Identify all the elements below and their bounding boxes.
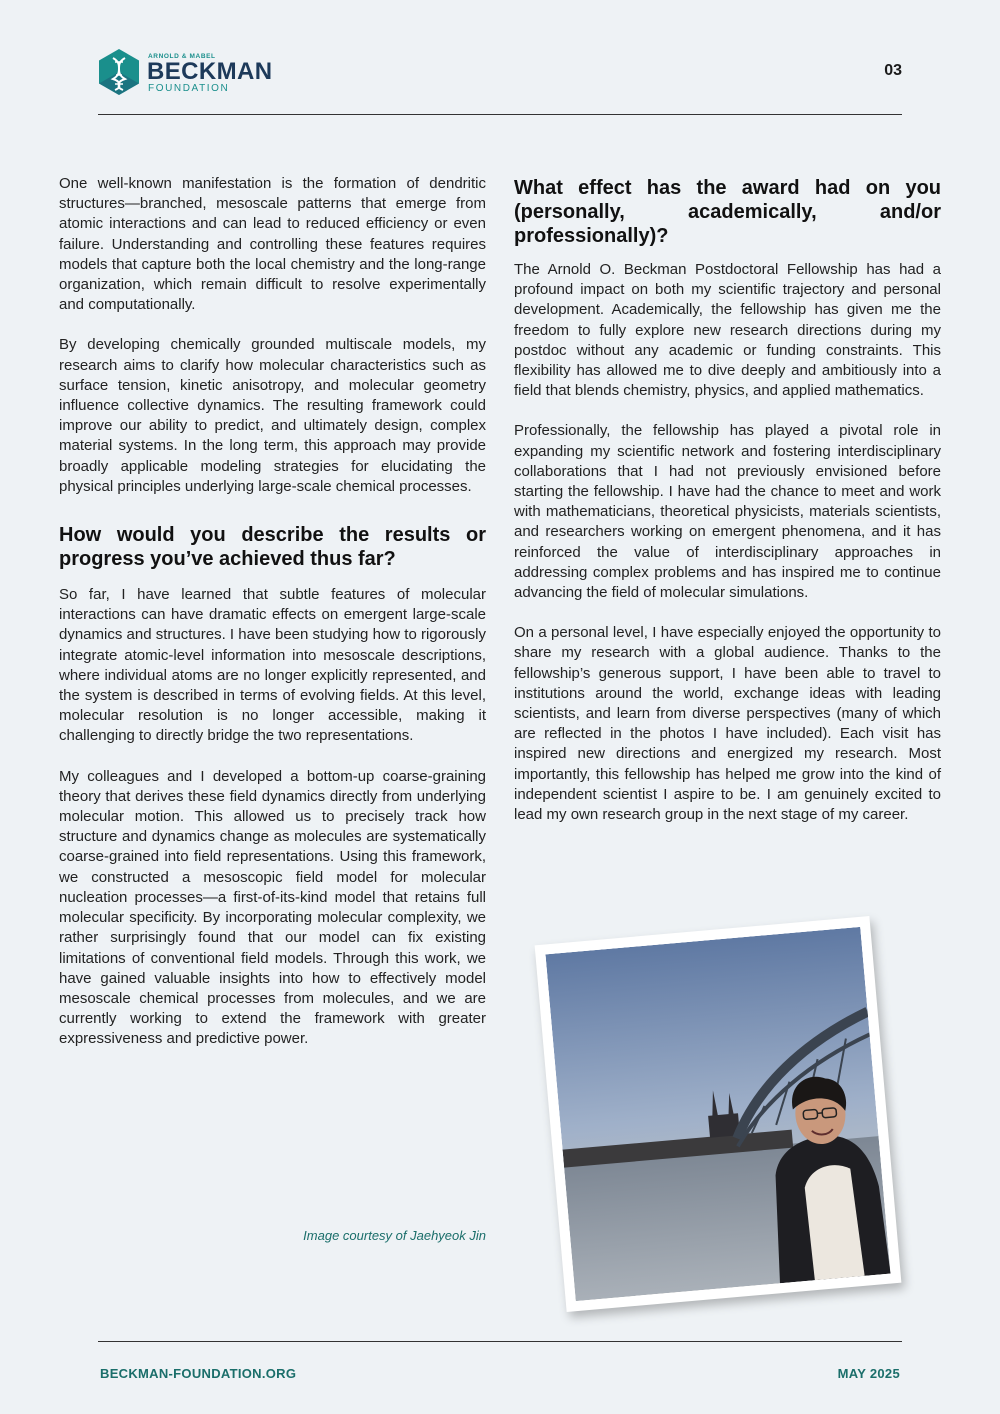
left-paragraph-1: One well-known manifestation is the formation of dendritic structures—branched, mesoscale patterns that emerge from atomic interactions and can lead to reduced efficiency or even failure. Understanding and controlling these features requires models that capture both the local chemistry and the long-range organization, which remain difficult to resolve experimentally and computationally.	[59, 175, 486, 314]
footer-website-link[interactable]: BECKMAN-FOUNDATION.ORG	[100, 1366, 297, 1381]
footer-divider	[98, 1341, 902, 1342]
header-divider	[98, 114, 902, 115]
page-header	[98, 48, 902, 98]
right-paragraph-1: The Arnold O. Beckman Postdoctoral Fellowship has had a profound impact on both my scientific trajectory and personal development. Academically, the fellowship has given me the freedom to fully explore new research directions during my postdoc without any academic or funding constraints. This flexibility has allowed me to dive deeply and ambitiously into a field that blends chemistry, physics, and applied mathematics.	[514, 261, 941, 400]
footer-date: MAY 2025	[837, 1366, 900, 1381]
left-paragraph-4: My colleagues and I developed a bottom-up coarse-graining theory that derives these field dynamics directly from underlying molecular motion. This allowed us to precisely track how structure and dynamics change as molecules are systematically coarse-grained into field representations. Using this framework, we constructed a mesoscopic field model for molecular nucleation processes—a first-of-its-kind model that retains full molecular specificity. By incorporating molecular complexity, we rather surprisingly found that our model can fix existing limitations of conventional field models. Through this work, we have gained valuable insights into how to effectively model mesoscale chemical processes from molecules, and we are currently working to extend the framework with greater expressiveness and predictive power.	[59, 767, 486, 1048]
page-number: 03	[884, 62, 902, 79]
logo-sub-text: FOUNDATION	[148, 83, 230, 94]
left-paragraph-2: By developing chemically grounded multiscale models, my research aims to clarify how molecular characteristics such as surface tension, kinetic anisotropy, and molecular geometry influence collective dynamics. The resulting framework could improve our ability to predict, and ultimately design, complex material systems. In the long term, this approach may provide broadly applicable modeling strategies for elucidating the physical principles underlying large-scale chemical processes.	[59, 336, 486, 495]
beckman-foundation-logo[interactable]	[98, 48, 318, 96]
dna-hexagon-icon	[98, 48, 140, 96]
left-column	[59, 174, 486, 1050]
right-column	[514, 174, 941, 825]
image-caption: Image courtesy of Jaehyeok Jin	[303, 1228, 486, 1243]
right-paragraph-3: On a personal level, I have especially enjoyed the opportunity to share my research with a global audience. Thanks to the fellowship’s generous support, I have been able to travel to institutions around the world, exchange ideas with leading scientists, and learn from diverse perspectives (many of which are reflected in the photos I have included). Each visit has inspired new directions and energized my research. Most importantly, this fellowship has helped me grow into the kind of independent scientist I aspire to be. I am genuinely excited to lead my own research group in the next stage of my career.	[514, 624, 941, 824]
portrait-photo	[545, 927, 890, 1301]
logo-main-text: BECKMAN	[147, 58, 273, 85]
award-effect-heading: What effect has the award had on you (personally, academically, and/or professionally)?	[514, 177, 941, 247]
results-heading: How would you describe the results or progress you’ve achieved thus far?	[59, 524, 486, 571]
photo-image	[545, 927, 890, 1301]
left-paragraph-3: So far, I have learned that subtle features of molecular interactions can have dramatic effects on emergent large-scale dynamics and structures. I have been studying how to rigorously integrate atomic-level information into mesoscale descriptions, where individual atoms are no longer explicitly represented, and the system is described in terms of evolving fields. At this level, molecular resolution is no longer accessible, making it challenging to directly bridge the two representations.	[59, 586, 486, 745]
photo-frame	[535, 916, 902, 1312]
right-paragraph-2: Professionally, the fellowship has played a pivotal role in expanding my scientific network and fostering interdisciplinary collaborations that I had not previously envisioned before starting the fellowship. I have had the chance to meet and work with mathematicians, theoretical physicists, materials scientists, and researchers working on emergent phenomena, and it has reinforced the value of interdisciplinary approaches in addressing complex problems and has inspired me to continue advancing the field of molecular simulations.	[514, 422, 941, 602]
logo-small-text: ARNOLD & MABEL	[148, 53, 216, 60]
